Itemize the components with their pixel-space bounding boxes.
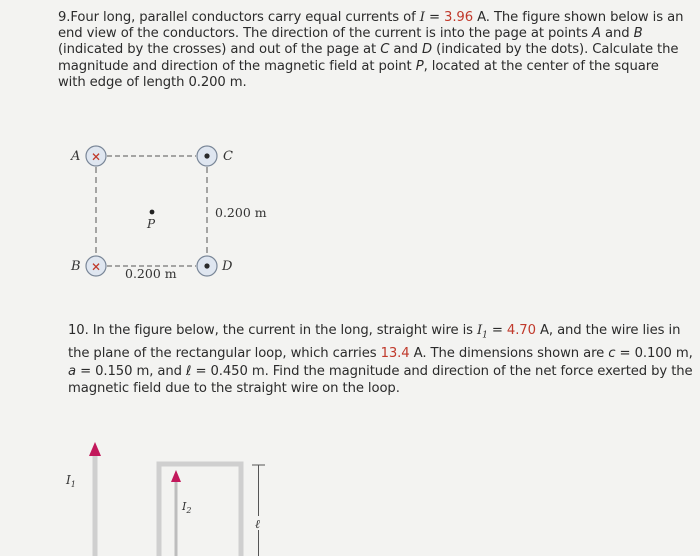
q9-label-C: C xyxy=(380,42,390,58)
q9-equals: = xyxy=(424,10,445,25)
cross-icon: × xyxy=(90,259,102,274)
edge-length-horizontal: 0.200 m xyxy=(125,266,177,281)
conductor-square-figure xyxy=(55,130,285,290)
rectangular-loop xyxy=(159,464,241,556)
q9-text-part: and xyxy=(600,26,634,42)
q9-label-A: A xyxy=(592,26,601,42)
q9-text-part: 9.Four long, parallel conductors carry equal currents of xyxy=(58,10,420,25)
q10-text-part: 10. In the figure below, the current in the long, straight wire is xyxy=(68,323,478,338)
wire-loop-figure xyxy=(55,440,295,556)
q10-text-part: = 0.450 m. Find the magnitude and direction of the net force exerted by the magnetic field due to the straight wire on the loop. xyxy=(68,363,693,397)
q10-I2-value: 13.4 xyxy=(380,346,410,362)
q10-I1-value: 4.70 xyxy=(506,323,536,338)
q9-text-part: (indicated by the dots). Calculate the magnitude and direction of the magnetic field at point xyxy=(58,42,679,74)
q10-text-part: = 0.150 m, and xyxy=(75,363,186,379)
q9-label-D: D xyxy=(422,42,433,58)
dot-icon xyxy=(204,153,209,158)
label-I1: $I_1$ xyxy=(66,473,76,489)
label-l: ℓ xyxy=(255,517,260,531)
cross-icon: × xyxy=(90,149,102,164)
label-A: A xyxy=(71,149,81,164)
loop-arrow-icon xyxy=(171,470,181,482)
label-D: D xyxy=(222,259,233,274)
q9-text-part: , located at the center of the square with edge of length 0.200 m. xyxy=(58,58,659,90)
q10-symbol-c: c xyxy=(608,346,616,362)
wire-arrow-icon xyxy=(89,442,101,456)
question-10-text xyxy=(68,322,693,398)
q9-text-part: A. The figure shown below is an end view of the conductors. The direction of the current is into the page at points xyxy=(58,10,684,42)
q9-symbol-I: I xyxy=(419,10,425,25)
label-P: P xyxy=(147,217,156,231)
q9-text-part: and xyxy=(389,42,423,58)
q9-text-part: (indicated by the crosses) and out of the page at xyxy=(58,42,381,58)
q9-label-B: B xyxy=(633,26,643,42)
q10-symbol-I1: I xyxy=(477,323,483,338)
label-I2: $I_2$ xyxy=(182,500,192,515)
q9-label-P: P xyxy=(415,58,424,74)
q10-text-part: A. The dimensions shown are xyxy=(409,346,609,362)
q10-symbol-l: ℓ xyxy=(186,363,192,379)
q9-current-value: 3.96 xyxy=(444,10,473,25)
dot-icon xyxy=(204,263,209,268)
question-9-text xyxy=(58,10,688,91)
q10-symbol-a: a xyxy=(68,363,76,379)
q10-equals: = xyxy=(487,323,507,338)
label-C: C xyxy=(223,149,233,164)
q10-subscript-1: 1 xyxy=(482,330,488,341)
q10-text-part: = 0.100 m, xyxy=(615,346,693,362)
label-B: B xyxy=(71,259,81,274)
edge-length-vertical: 0.200 m xyxy=(215,205,267,220)
q10-text-part: A, and the wire lies in the plane of the rectangular loop, which carries xyxy=(68,323,681,362)
point-P-dot xyxy=(150,210,155,215)
